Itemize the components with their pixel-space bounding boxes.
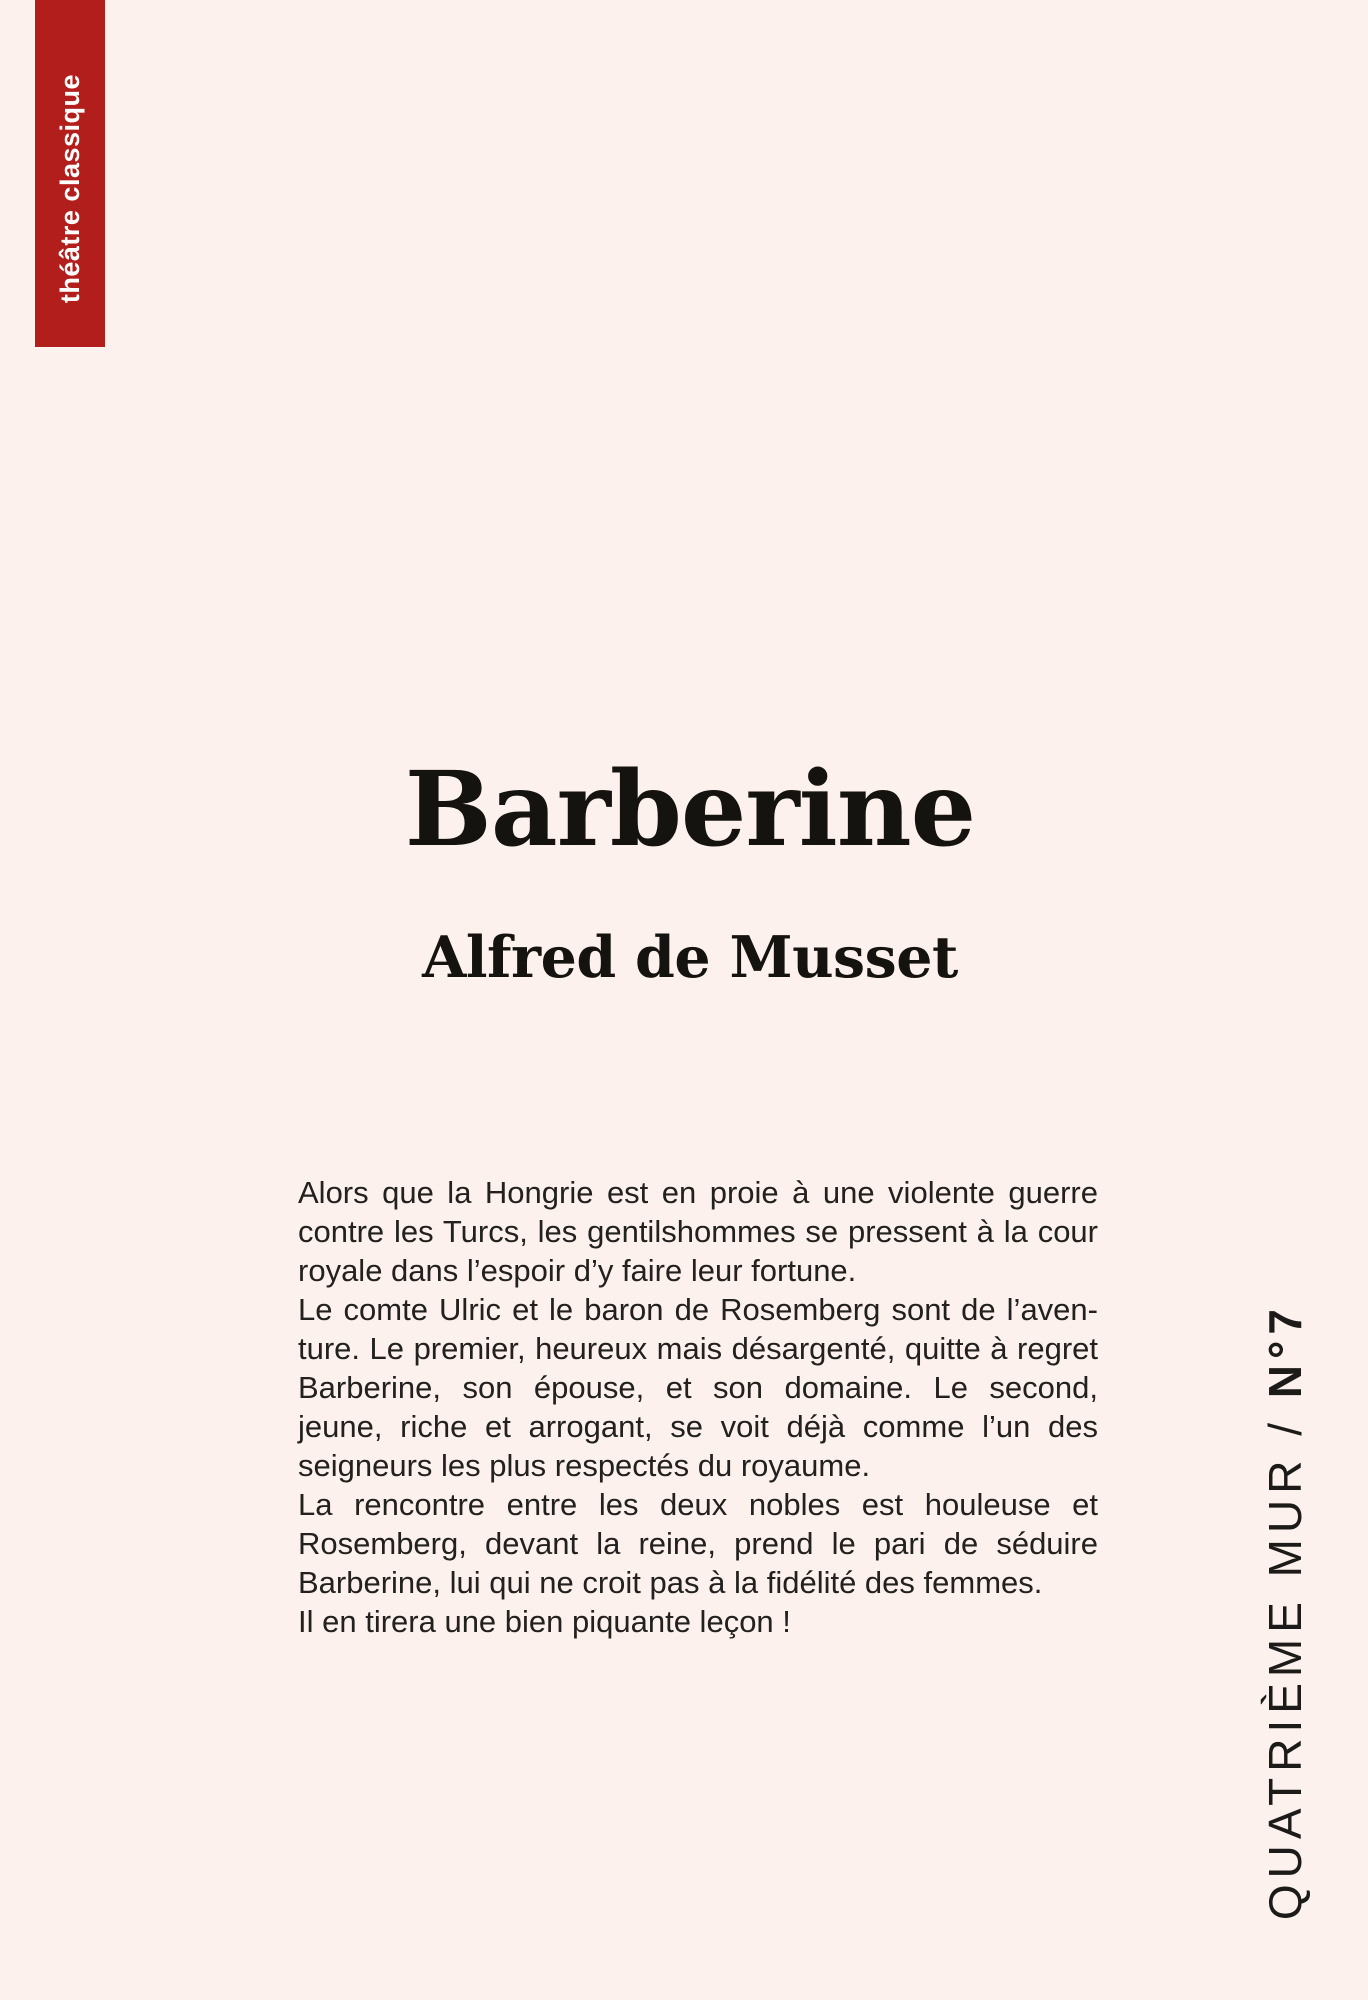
category-band-label: théâtre classique — [54, 73, 85, 304]
spine-label-text — [1258, 1303, 1312, 1920]
synopsis-paragraph: Alors que la Hongrie est en proie à une violente guerre contre les Turcs, les gentilshommes se pressent à la cour royale dans l’espoir d’y faire leur fortune. — [298, 1175, 1098, 1288]
spine-number: N°7 — [1259, 1303, 1311, 1399]
synopsis-paragraph: La rencontre entre les deux nobles est houleuse et Rosemberg, devant la reine, prend le pari de séduire Barberine, lui qui ne croit pas à la fidélité des femmes. — [298, 1487, 1098, 1600]
synopsis — [298, 1173, 1098, 1641]
spine-label — [1257, 1290, 1313, 1934]
synopsis-paragraph: Il en tirera une bien piquante leçon ! — [298, 1604, 791, 1639]
category-band — [35, 0, 105, 347]
book-title: Barberine — [404, 749, 976, 870]
book-author: Alfred de Musset — [422, 924, 958, 991]
synopsis-paragraph: Le comte Ulric et le baron de Rosemberg sont de l’aventure. Le premier, heureux mais désargenté, quitte à regret Barberine, son épouse, et son domaine. Le second, jeune, riche et arrogant, se voit déjà comme l’un des seigneurs les plus respectés du royaume. — [298, 1292, 1098, 1483]
spine-series: QUATRIÈME MUR / — [1259, 1398, 1311, 1921]
